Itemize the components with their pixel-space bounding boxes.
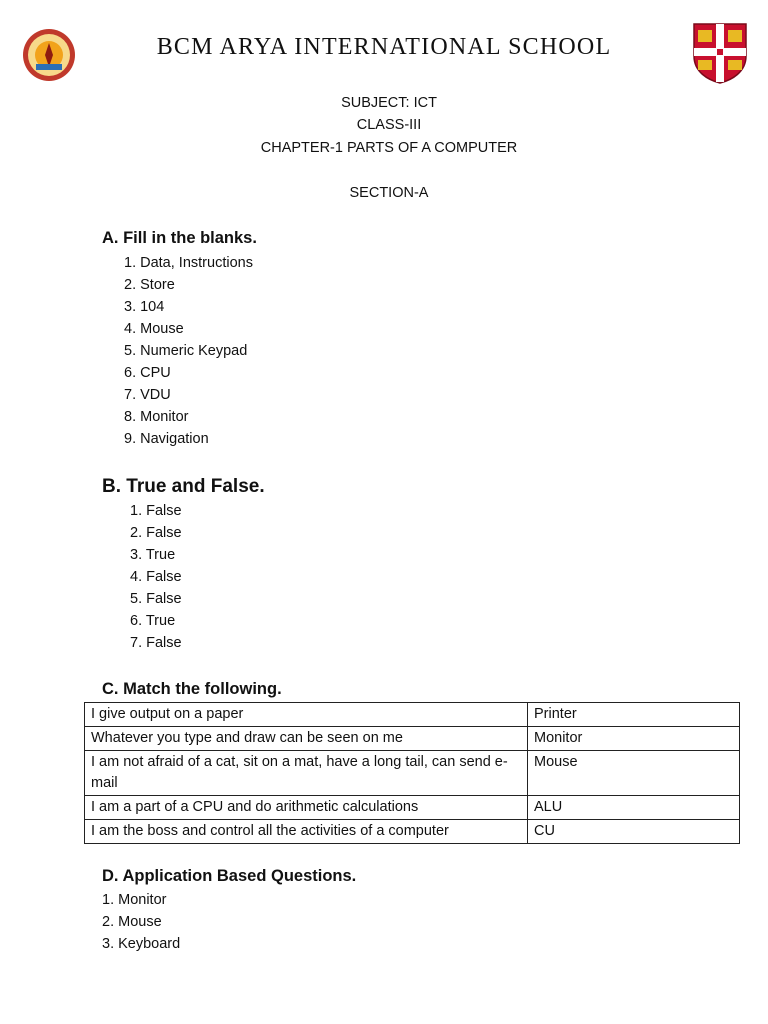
list-item: 6. True xyxy=(130,613,176,629)
list-item: 3. 104 xyxy=(124,299,165,315)
match-answer-cell: CU xyxy=(528,820,740,844)
table-row xyxy=(85,751,740,796)
list-item: 6. CPU xyxy=(124,365,171,381)
table-row xyxy=(85,703,740,727)
list-item: 1. False xyxy=(130,503,182,519)
section-c-heading: C. Match the following. xyxy=(102,680,282,698)
list-item: 1. Data, Instructions xyxy=(124,255,253,271)
crest-shield-logo xyxy=(692,22,748,84)
chapter-line: CHAPTER-1 PARTS OF A COMPUTER xyxy=(260,140,518,156)
list-item: 2. Mouse xyxy=(102,914,162,930)
match-question-cell: I am the boss and control all the activities of a computer xyxy=(85,820,528,844)
table-row xyxy=(85,796,740,820)
section-b-heading: B. True and False. xyxy=(102,476,265,497)
match-answer-cell: Printer xyxy=(528,703,740,727)
match-question-cell: I give output on a paper xyxy=(85,703,528,727)
list-item: 1. Monitor xyxy=(102,892,167,908)
school-emblem-logo xyxy=(22,26,76,84)
section-b-answer-list xyxy=(130,500,182,654)
section-line: SECTION-A xyxy=(349,185,429,201)
match-answer-cell: ALU xyxy=(528,796,740,820)
list-item: 3. True xyxy=(130,547,176,563)
list-item: 7. False xyxy=(130,635,182,651)
subject-line: SUBJECT: ICT xyxy=(341,95,437,111)
list-item: 2. Store xyxy=(124,277,175,293)
match-question-cell: Whatever you type and draw can be seen on me xyxy=(85,727,528,751)
match-answer-cell: Mouse xyxy=(528,751,740,796)
list-item: 3. Keyboard xyxy=(102,936,181,952)
list-item: 4. False xyxy=(130,569,182,585)
list-item: 8. Monitor xyxy=(124,409,189,425)
section-d-answer-list xyxy=(102,889,180,955)
list-item: 2. False xyxy=(130,525,182,541)
list-item: 5. Numeric Keypad xyxy=(124,343,248,359)
list-item: 4. Mouse xyxy=(124,321,184,337)
document-header xyxy=(0,0,768,90)
match-table xyxy=(84,702,740,844)
match-question-cell: I am a part of a CPU and do arithmetic calculations xyxy=(85,796,528,820)
table-row xyxy=(85,820,740,844)
school-name: BCM ARYA INTERNATIONAL SCHOOL xyxy=(156,34,612,60)
section-d-heading: D. Application Based Questions. xyxy=(102,867,357,885)
section-a-heading: A. Fill in the blanks. xyxy=(102,229,257,247)
list-item: 9. Navigation xyxy=(124,431,209,447)
section-a-answer-list xyxy=(124,252,253,450)
list-item: 5. False xyxy=(130,591,182,607)
list-item: 7. VDU xyxy=(124,387,171,403)
class-line: CLASS-III xyxy=(356,117,422,133)
match-question-cell: I am not afraid of a cat, sit on a mat, have a long tail, can send e-mail xyxy=(85,751,528,796)
match-answer-cell: Monitor xyxy=(528,727,740,751)
table-row xyxy=(85,727,740,751)
